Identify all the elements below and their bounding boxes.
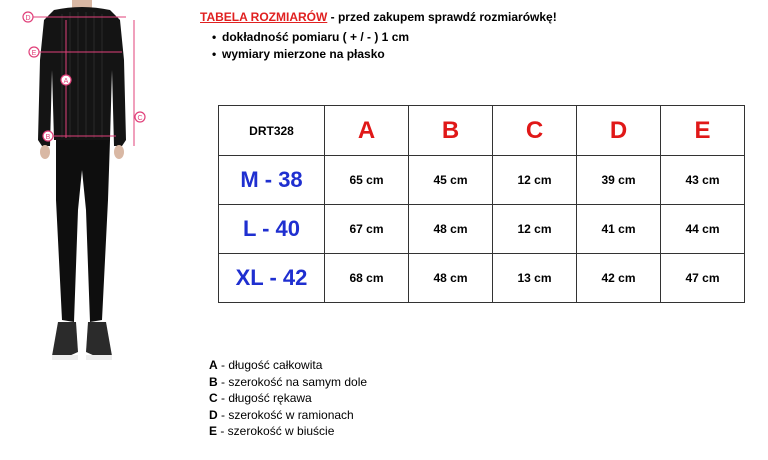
- legend-text: - szerokość w biuście: [217, 424, 335, 439]
- legend-text: - szerokość w ramionach: [217, 407, 354, 422]
- table-cell: 12 cm: [493, 156, 577, 205]
- legend-item: [209, 374, 367, 391]
- legend-item: [209, 390, 367, 407]
- table-row: [219, 205, 745, 254]
- model-figure: [14, 0, 154, 380]
- marker-b: [43, 131, 53, 141]
- column-header-a: A: [325, 106, 409, 156]
- model-left-hand: [40, 145, 50, 159]
- model-leggings: [56, 140, 110, 322]
- column-header-c: C: [493, 106, 577, 156]
- model-sweater: [38, 7, 126, 146]
- note-accuracy: • dokładność pomiaru ( + / - ) 1 cm: [212, 29, 409, 46]
- marker-e: [29, 47, 39, 57]
- table-cell: 41 cm: [577, 205, 661, 254]
- note-flat-measure: • wymiary mierzone na płasko: [212, 46, 409, 63]
- table-cell: 67 cm: [325, 205, 409, 254]
- table-header-row: [219, 106, 745, 156]
- table-cell: 48 cm: [409, 254, 493, 303]
- table-cell: 45 cm: [409, 156, 493, 205]
- model-left-shoe: [52, 322, 78, 360]
- table-cell: 47 cm: [661, 254, 745, 303]
- table-row: [219, 254, 745, 303]
- measurement-legend: [209, 357, 367, 440]
- legend-text: - długość całkowita: [217, 358, 323, 372]
- size-label: L - 40: [219, 205, 325, 254]
- svg-text:C: C: [137, 115, 143, 122]
- table-cell: 39 cm: [577, 156, 661, 205]
- legend-text: - długość rękawa: [217, 391, 312, 406]
- size-chart-subtitle: - przed zakupem sprawdź rozmiarówkę!: [327, 10, 557, 24]
- legend-item: [209, 357, 367, 374]
- marker-d: [23, 12, 33, 22]
- svg-text:A: A: [63, 78, 69, 85]
- table-row: [219, 156, 745, 205]
- table-cell: 12 cm: [493, 205, 577, 254]
- measurement-notes: [212, 29, 409, 63]
- model-right-shoe: [86, 322, 112, 360]
- table-cell: 43 cm: [661, 156, 745, 205]
- legend-key: C: [209, 391, 218, 406]
- marker-a: [61, 75, 71, 85]
- table-cell: 42 cm: [577, 254, 661, 303]
- svg-text:B: B: [45, 134, 51, 141]
- legend-item: [209, 423, 367, 440]
- size-label: XL - 42: [219, 254, 325, 303]
- svg-text:D: D: [25, 15, 31, 22]
- product-code: DRT328: [219, 106, 325, 156]
- svg-text:E: E: [31, 50, 37, 57]
- size-table: [218, 105, 745, 303]
- legend-text: - szerokość na samym dole: [217, 374, 368, 389]
- model-neck: [72, 0, 92, 8]
- column-header-e: E: [661, 106, 745, 156]
- legend-key: B: [209, 374, 218, 389]
- legend-key: E: [209, 424, 218, 439]
- column-header-d: D: [577, 106, 661, 156]
- table-cell: 65 cm: [325, 156, 409, 205]
- legend-item: [209, 407, 367, 424]
- right-shoe-sole: [86, 355, 112, 360]
- table-cell: 48 cm: [409, 205, 493, 254]
- legend-key: D: [209, 407, 218, 422]
- table-cell: 68 cm: [325, 254, 409, 303]
- table-cell: 13 cm: [493, 254, 577, 303]
- marker-c: [135, 112, 145, 122]
- size-chart-title: TABELA ROZMIARÓW: [200, 10, 328, 24]
- table-cell: 44 cm: [661, 205, 745, 254]
- size-label: M - 38: [219, 156, 325, 205]
- legend-key: A: [209, 358, 218, 372]
- column-header-b: B: [409, 106, 493, 156]
- left-shoe-sole: [52, 355, 78, 360]
- size-chart-header: [200, 10, 557, 24]
- model-right-hand: [114, 145, 124, 159]
